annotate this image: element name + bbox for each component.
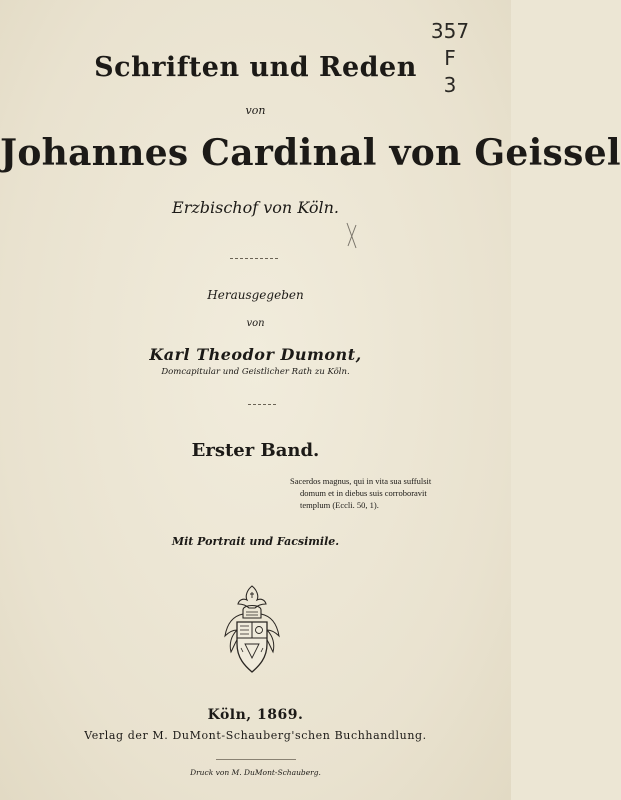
watermark bbox=[328, 12, 336, 26]
printer: Druck von M. DuMont-Schauberg. bbox=[190, 768, 321, 777]
place-and-year: Köln, 1869. bbox=[207, 707, 304, 723]
shelfmark-line: F bbox=[444, 46, 456, 70]
editor-intro: Herausgegeben bbox=[207, 288, 304, 302]
publisher: Verlag der M. DuMont-Schauberg'schen Buchhandlung. bbox=[84, 729, 427, 742]
epigraph-line: templum (Eccli. 50, 1). bbox=[300, 500, 379, 510]
by-word-2: von bbox=[246, 318, 265, 329]
epigraph bbox=[290, 475, 505, 511]
divider-2 bbox=[248, 404, 276, 405]
by-word: von bbox=[245, 104, 266, 117]
editor-role: Domcapitular und Geistlicher Rath zu Köln. bbox=[161, 367, 350, 377]
book-title: Schriften und Reden bbox=[94, 52, 417, 83]
shelfmark-line: 3 bbox=[443, 73, 457, 97]
coat-of-arms-icon bbox=[217, 582, 287, 678]
illustrations-note: Mit Portrait und Facsimile. bbox=[171, 535, 340, 548]
divider bbox=[230, 258, 278, 259]
author-name: Johannes Cardinal von Geissel bbox=[0, 132, 621, 174]
volume-label: Erster Band. bbox=[191, 440, 320, 461]
handwritten-shelfmark bbox=[420, 18, 480, 99]
author-role: Erzbischof von Köln. bbox=[172, 198, 339, 217]
divider-3 bbox=[216, 759, 296, 760]
epigraph-line: domum et in diebus suis corroboravit bbox=[300, 488, 427, 498]
pencil-mark-icon bbox=[345, 221, 359, 255]
shelfmark-line: 357 bbox=[430, 19, 470, 43]
editor-name: Karl Theodor Dumont, bbox=[149, 345, 362, 364]
epigraph-line: Sacerdos magnus, qui in vita sua suffulsit bbox=[290, 476, 432, 486]
